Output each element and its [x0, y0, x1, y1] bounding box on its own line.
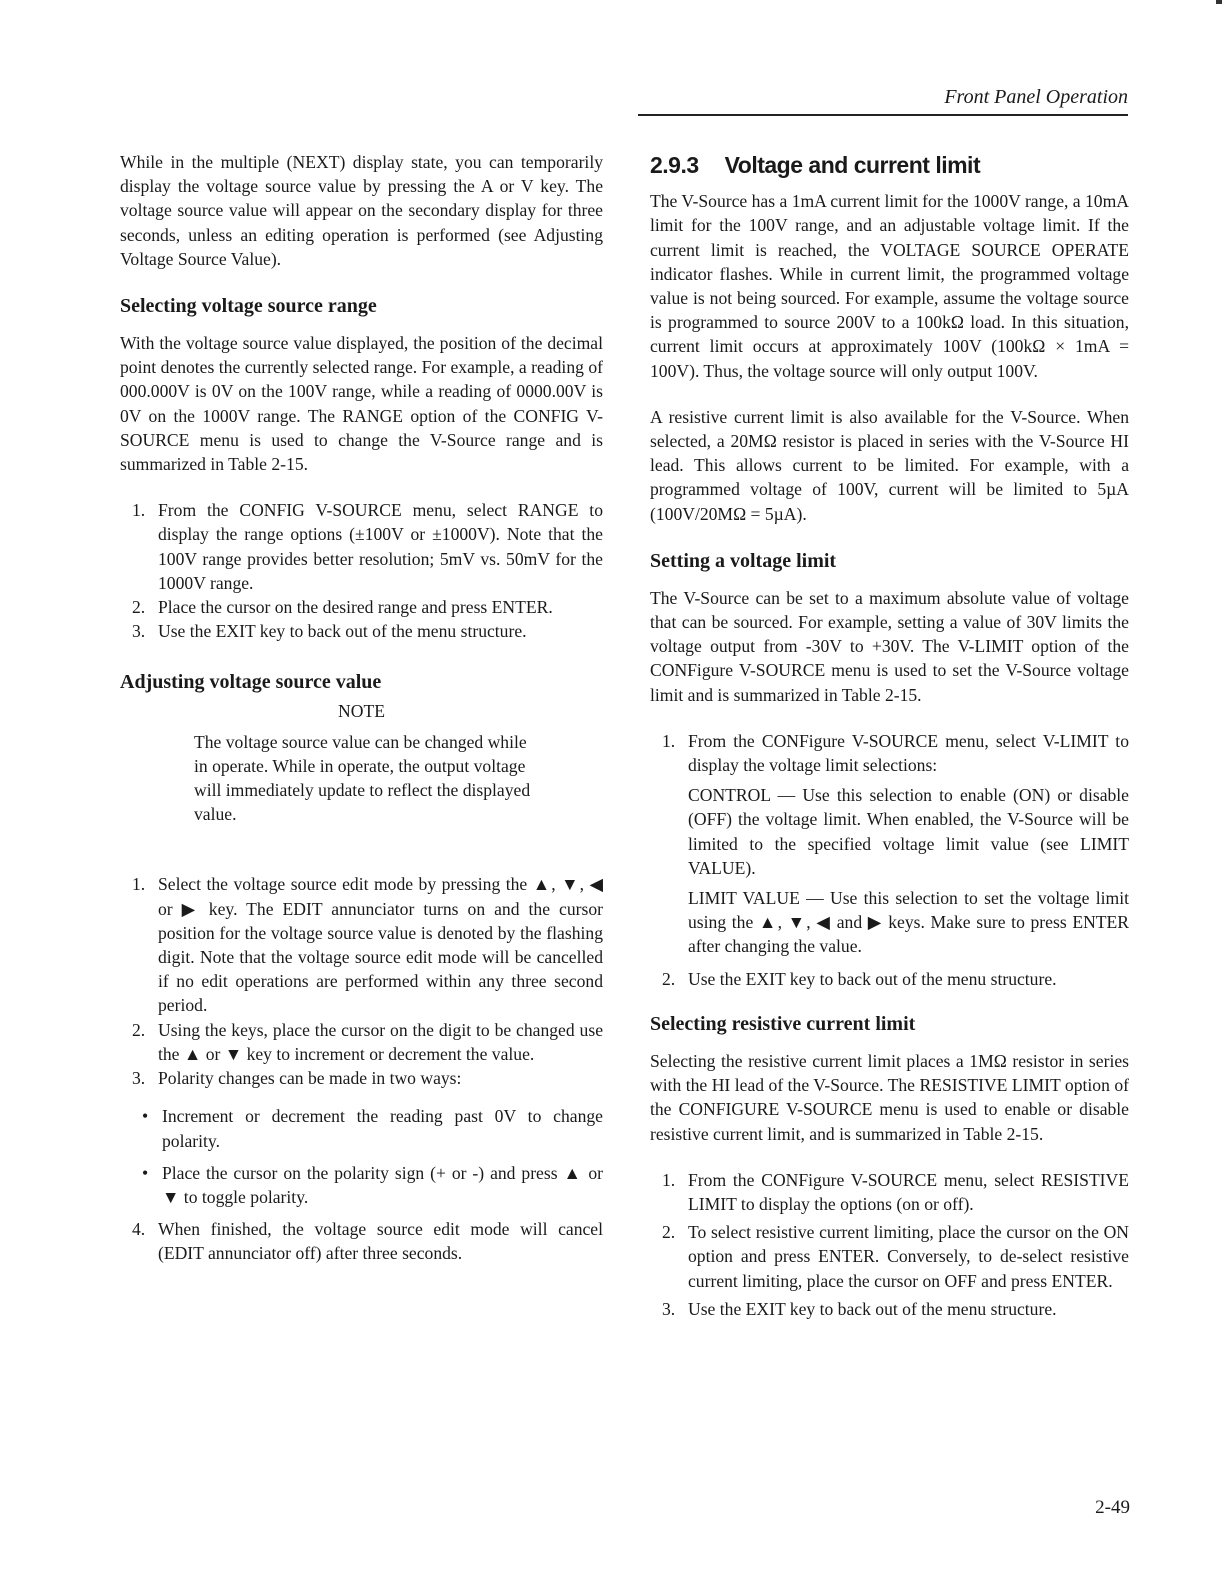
list-item	[120, 1018, 603, 1066]
list-item	[120, 498, 603, 595]
step-text: From the CONFIG V-SOURCE menu, select RANGE to display the range options (±100V or ±1000V). Note that the 100V range provides better resolution; 5mV vs. 50mV for the 1000V range.	[158, 500, 603, 593]
bullet-text: Increment or decrement the reading past 0V to change polarity.	[162, 1106, 603, 1151]
step-number: 3.	[662, 1298, 676, 1319]
list-item	[650, 1297, 1129, 1321]
control-subitem: CONTROL — Use this selection to enable (ON) or disable (OFF) the voltage limit. When enabled, the V-Source will be limited to the specified voltage limit value (see LIMIT VALUE).	[688, 785, 1129, 878]
list-item	[650, 1220, 1129, 1293]
limit-paragraph: The V-Source has a 1mA current limit for the 1000V range, a 10mA limit for the 100V range, and an adjustable voltage limit. If the current limit is reached, the VOLTAGE SOURCE OPERATE indicator flashes. While in current limit, the programmed voltage value is not being sourced. For example, assume the voltage source is programmed to source 200V to a 100kΩ load. In this situation, current limit occurs at approximately 100V (100kΩ × 1mA = 100V). Thus, the voltage source will only output 100V.	[650, 191, 1129, 381]
rlimit-heading: Selecting resistive current limit	[650, 1012, 916, 1035]
list-item	[650, 729, 1129, 959]
limit-value-subitem: LIMIT VALUE — Use this selection to set the voltage limit using the ▲, ▼, ◀ and ▶ keys. Make sure to press ENTER after changing the value.	[688, 888, 1129, 957]
step-number: 1.	[132, 874, 146, 895]
bullet-icon: •	[142, 1162, 149, 1183]
vlimit-heading: Setting a voltage limit	[650, 549, 837, 572]
bullet-text: Place the cursor on the polarity sign (+ or -) and press ▲ or ▼ to toggle polarity.	[162, 1162, 603, 1207]
step-text: Use the EXIT key to back out of the menu structure.	[688, 968, 1057, 989]
section-title-text: Voltage and current limit	[724, 152, 981, 178]
step-text: When finished, the voltage source edit mode will cancel (EDIT annunciator off) after three seconds.	[158, 1219, 603, 1264]
step-text: From the CONFigure V-SOURCE menu, select V-LIMIT to display the voltage limit selections:	[688, 730, 1129, 776]
list-item	[120, 595, 603, 619]
list-item	[120, 619, 603, 643]
step-number: 4.	[132, 1219, 146, 1240]
list-item	[120, 1217, 603, 1265]
step-number: 1.	[662, 1169, 676, 1190]
step-number: 3.	[132, 1068, 146, 1089]
step-text: From the CONFigure V-SOURCE menu, select RESISTIVE LIMIT to display the options (on or off).	[688, 1169, 1129, 1214]
note-title: NOTE	[338, 701, 385, 722]
step-text: Place the cursor on the desired range and press ENTER.	[158, 597, 553, 618]
range-paragraph: With the voltage source value displayed, the position of the decimal point denotes the currently selected range. For example, a reading of 000.000V is 0V on the 100V range, while a reading of 0000.00V is 0V on the 1000V range. The RANGE option of the CONFIG V-SOURCE menu is used to change the V-Source range and is summarized in Table 2-15.	[120, 333, 603, 475]
bullet-item	[120, 1104, 603, 1152]
step-number: 2.	[662, 1222, 676, 1243]
rlimit-paragraph: Selecting the resistive current limit places a 1MΩ resistor in series with the HI lead of the V-Source. The RESISTIVE LIMIT option of the CONFIGURE V-SOURCE menu is used to enable or disable resistive current limit, and is summarized in Table 2-15.	[650, 1050, 1129, 1144]
resistive-paragraph: A resistive current limit is also available for the V-Source. When selected, a 20MΩ resistor is placed in series with the V-Source HI lead. This allows current to be limited. For example, with a programmed voltage of 100V, current will be limited to 5µA (100V/20MΩ = 5µA).	[650, 406, 1129, 524]
adjust-heading: Adjusting voltage source value	[120, 671, 382, 694]
step-text: To select resistive current limiting, place the cursor on the ON option and press ENTER. Conversely, to de-select resistive current limiting, place the cursor on OFF and press ENTER.	[688, 1222, 1129, 1291]
step-number: 3.	[132, 621, 146, 642]
bullet-icon: •	[142, 1106, 149, 1127]
vlimit-paragraph: The V-Source can be set to a maximum absolute value of voltage that can be sourced. For example, setting a value of 30V limits the voltage output from -30V to +30V. The V-LIMIT option of the CONFigure V-SOURCE menu is used to set the V-Source voltage limit and is summarized in Table 2-15.	[650, 587, 1129, 705]
step-text: Polarity changes can be made in two ways:	[158, 1068, 462, 1089]
bullet-item	[120, 1161, 603, 1209]
step-number: 2.	[662, 968, 676, 989]
right-column	[650, 150, 1129, 1321]
note-body: The voltage source value can be changed while in operate. While in operate, the output voltage will immediately update to reflect the displayed value.	[194, 731, 531, 825]
section-number: 2.9.3	[650, 152, 699, 178]
rlimit-steps-list	[650, 1168, 1129, 1321]
range-steps-list	[120, 498, 603, 643]
section-title	[650, 153, 1129, 177]
step-text: Use the EXIT key to back out of the menu structure.	[688, 1298, 1057, 1319]
list-item	[120, 1066, 603, 1090]
step-number: 1.	[132, 500, 146, 521]
step-number: 2.	[132, 597, 146, 618]
running-header: Front Panel Operation	[638, 84, 1128, 116]
vlimit-steps-list	[650, 729, 1129, 991]
step-text: Select the voltage source edit mode by pressing the ▲, ▼, ◀ or ▶ key. The EDIT annunciator turns on and the cursor position for the voltage source value is denoted by the flashing digit. Note that the voltage source edit mode will be cancelled if no edit operations are performed within any three second period.	[158, 874, 603, 1016]
step-text: Use the EXIT key to back out of the menu structure.	[158, 621, 527, 642]
list-item	[120, 872, 603, 1017]
adjust-steps-list	[120, 872, 603, 1090]
page-number: 2-49	[1095, 1497, 1130, 1518]
range-heading: Selecting voltage source range	[120, 295, 377, 318]
intro-paragraph: While in the multiple (NEXT) display state, you can temporarily display the voltage source value by pressing the A or V key. The voltage source value will appear on the secondary display for three seconds, unless an editing operation is performed (see Adjusting Voltage Source Value).	[120, 152, 603, 269]
corner-mark	[1216, 0, 1222, 4]
polarity-bullets	[120, 1104, 603, 1209]
step-number: 2.	[132, 1019, 146, 1040]
final-step-list	[120, 1217, 603, 1265]
step-number: 1.	[662, 730, 676, 751]
step-text: Using the keys, place the cursor on the digit to be changed use the ▲ or ▼ key to increment or decrement the value.	[158, 1019, 603, 1064]
list-item	[650, 1168, 1129, 1216]
left-column	[120, 150, 603, 1266]
list-item	[650, 967, 1129, 991]
